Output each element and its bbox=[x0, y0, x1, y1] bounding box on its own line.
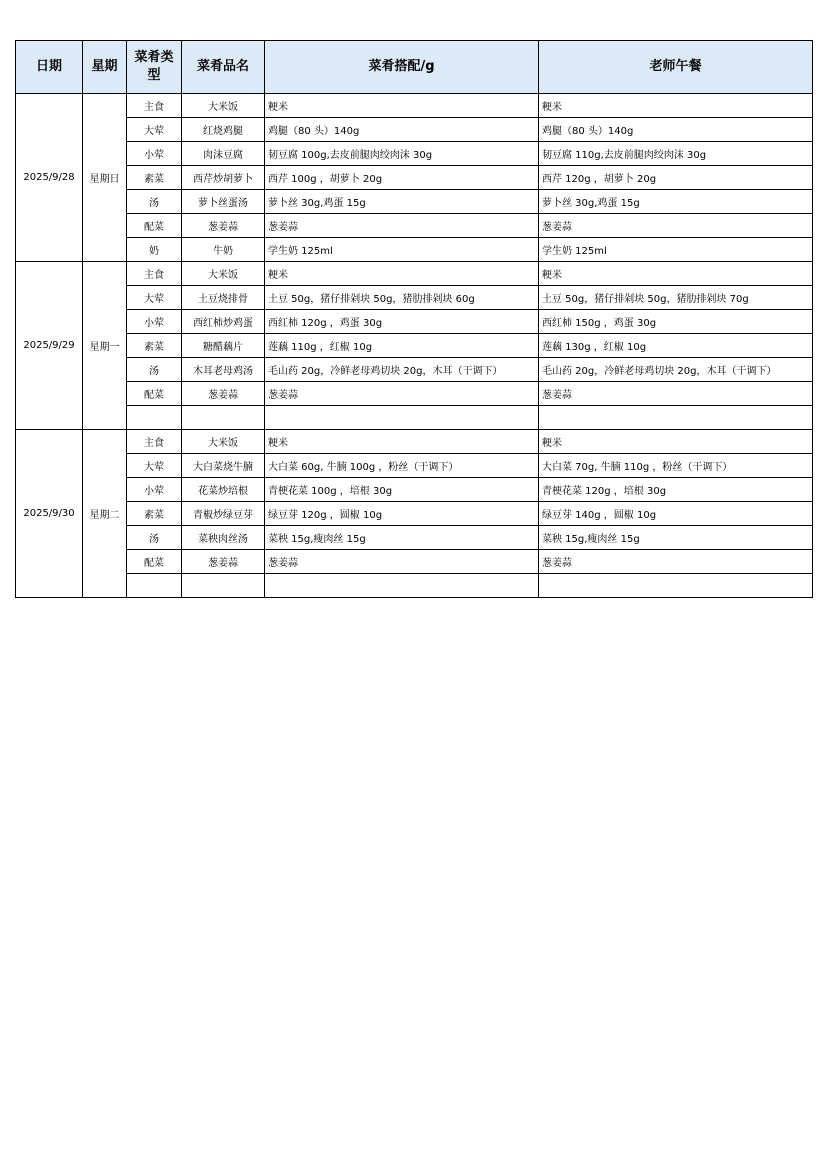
teacher-lunch-cell: 葱姜蒜 bbox=[539, 214, 813, 238]
header-teacher-lunch: 老师午餐 bbox=[539, 41, 813, 94]
header-date: 日期 bbox=[16, 41, 83, 94]
ingredients-cell: 粳米 bbox=[265, 262, 539, 286]
teacher-lunch-cell: 莲藕 130g ，红椒 10g bbox=[539, 334, 813, 358]
dish-type-cell: 奶 bbox=[127, 238, 182, 262]
teacher-lunch-cell: 粳米 bbox=[539, 430, 813, 454]
ingredients-cell: 土豆 50g，猪仔排剁块 50g，猪肋排剁块 60g bbox=[265, 286, 539, 310]
table-row bbox=[16, 238, 813, 262]
ingredients-cell: 学生奶 125ml bbox=[265, 238, 539, 262]
table-row bbox=[16, 286, 813, 310]
ingredients-cell: 青梗花菜 100g ，培根 30g bbox=[265, 478, 539, 502]
ingredients-cell bbox=[265, 574, 539, 598]
teacher-lunch-cell: 毛山药 20g，冷鲜老母鸡切块 20g，木耳（干调下） bbox=[539, 358, 813, 382]
dish-name-cell: 葱姜蒜 bbox=[182, 550, 265, 574]
ingredients-cell: 萝卜丝 30g,鸡蛋 15g bbox=[265, 190, 539, 214]
date-cell: 2025/9/29 bbox=[16, 262, 83, 430]
teacher-lunch-cell: 土豆 50g，猪仔排剁块 50g，猪肋排剁块 70g bbox=[539, 286, 813, 310]
dish-type-cell bbox=[127, 574, 182, 598]
teacher-lunch-cell: 葱姜蒜 bbox=[539, 382, 813, 406]
ingredients-cell: 葱姜蒜 bbox=[265, 382, 539, 406]
dish-type-cell: 主食 bbox=[127, 94, 182, 118]
dish-type-cell: 素菜 bbox=[127, 502, 182, 526]
dish-name-cell: 西芹炒胡萝卜 bbox=[182, 166, 265, 190]
header-row bbox=[16, 41, 813, 94]
teacher-lunch-cell: 鸡腿（80 头）140g bbox=[539, 118, 813, 142]
table-row bbox=[16, 310, 813, 334]
dish-type-cell: 小荤 bbox=[127, 142, 182, 166]
dish-name-cell: 木耳老母鸡汤 bbox=[182, 358, 265, 382]
date-cell: 2025/9/30 bbox=[16, 430, 83, 598]
teacher-lunch-cell bbox=[539, 406, 813, 430]
menu-table bbox=[15, 40, 813, 598]
header-weekday: 星期 bbox=[83, 41, 127, 94]
weekday-cell: 星期二 bbox=[83, 430, 127, 598]
dish-type-cell: 素菜 bbox=[127, 166, 182, 190]
ingredients-cell: 葱姜蒜 bbox=[265, 214, 539, 238]
dish-name-cell: 肉沫豆腐 bbox=[182, 142, 265, 166]
ingredients-cell: 鸡腿（80 头）140g bbox=[265, 118, 539, 142]
header-dish-type: 菜肴类型 bbox=[127, 41, 182, 94]
ingredients-cell: 韧豆腐 100g,去皮前腿肉绞肉沫 30g bbox=[265, 142, 539, 166]
teacher-lunch-cell: 萝卜丝 30g,鸡蛋 15g bbox=[539, 190, 813, 214]
ingredients-cell: 粳米 bbox=[265, 94, 539, 118]
dish-type-cell: 大荤 bbox=[127, 286, 182, 310]
ingredients-cell: 粳米 bbox=[265, 430, 539, 454]
table-row bbox=[16, 142, 813, 166]
dish-name-cell: 糖醋藕片 bbox=[182, 334, 265, 358]
table-row bbox=[16, 406, 813, 430]
ingredients-cell: 西红柿 120g ，鸡蛋 30g bbox=[265, 310, 539, 334]
ingredients-cell: 葱姜蒜 bbox=[265, 550, 539, 574]
dish-type-cell: 主食 bbox=[127, 430, 182, 454]
table-row bbox=[16, 502, 813, 526]
teacher-lunch-cell: 粳米 bbox=[539, 262, 813, 286]
table-row bbox=[16, 190, 813, 214]
dish-name-cell: 花菜炒培根 bbox=[182, 478, 265, 502]
table-row bbox=[16, 118, 813, 142]
table-row bbox=[16, 478, 813, 502]
ingredients-cell: 菜秧 15g,瘦肉丝 15g bbox=[265, 526, 539, 550]
dish-name-cell: 红烧鸡腿 bbox=[182, 118, 265, 142]
teacher-lunch-cell: 葱姜蒜 bbox=[539, 550, 813, 574]
teacher-lunch-cell: 粳米 bbox=[539, 94, 813, 118]
dish-name-cell bbox=[182, 574, 265, 598]
table-row bbox=[16, 358, 813, 382]
ingredients-cell: 西芹 100g ，胡萝卜 20g bbox=[265, 166, 539, 190]
ingredients-cell: 毛山药 20g，冷鲜老母鸡切块 20g，木耳（干调下） bbox=[265, 358, 539, 382]
dish-name-cell: 牛奶 bbox=[182, 238, 265, 262]
table-row bbox=[16, 550, 813, 574]
weekday-cell: 星期一 bbox=[83, 262, 127, 430]
table-row bbox=[16, 334, 813, 358]
dish-type-cell: 大荤 bbox=[127, 118, 182, 142]
header-ingredients: 菜肴搭配/g bbox=[265, 41, 539, 94]
table-row bbox=[16, 94, 813, 118]
dish-name-cell: 西红柿炒鸡蛋 bbox=[182, 310, 265, 334]
teacher-lunch-cell: 大白菜 70g, 牛腩 110g ，粉丝（干调下） bbox=[539, 454, 813, 478]
teacher-lunch-cell: 绿豆芽 140g ，圆椒 10g bbox=[539, 502, 813, 526]
dish-name-cell: 萝卜丝蛋汤 bbox=[182, 190, 265, 214]
dish-name-cell: 大米饭 bbox=[182, 262, 265, 286]
table-row bbox=[16, 430, 813, 454]
dish-type-cell: 汤 bbox=[127, 358, 182, 382]
dish-type-cell: 素菜 bbox=[127, 334, 182, 358]
weekday-cell: 星期日 bbox=[83, 94, 127, 262]
dish-type-cell: 大荤 bbox=[127, 454, 182, 478]
ingredients-cell: 大白菜 60g, 牛腩 100g ，粉丝（干调下） bbox=[265, 454, 539, 478]
table-row bbox=[16, 382, 813, 406]
header-dish-name: 菜肴品名 bbox=[182, 41, 265, 94]
dish-name-cell: 大白菜烧牛腩 bbox=[182, 454, 265, 478]
dish-name-cell: 青椒炒绿豆芽 bbox=[182, 502, 265, 526]
date-cell: 2025/9/28 bbox=[16, 94, 83, 262]
table-row bbox=[16, 214, 813, 238]
dish-type-cell: 小荤 bbox=[127, 310, 182, 334]
dish-type-cell: 主食 bbox=[127, 262, 182, 286]
teacher-lunch-cell: 菜秧 15g,瘦肉丝 15g bbox=[539, 526, 813, 550]
teacher-lunch-cell: 韧豆腐 110g,去皮前腿肉绞肉沫 30g bbox=[539, 142, 813, 166]
teacher-lunch-cell: 西红柿 150g ，鸡蛋 30g bbox=[539, 310, 813, 334]
teacher-lunch-cell bbox=[539, 574, 813, 598]
dish-type-cell: 配菜 bbox=[127, 382, 182, 406]
table-row bbox=[16, 574, 813, 598]
dish-type-cell: 汤 bbox=[127, 526, 182, 550]
dish-type-cell: 配菜 bbox=[127, 214, 182, 238]
dish-type-cell: 汤 bbox=[127, 190, 182, 214]
table-row bbox=[16, 262, 813, 286]
table-row bbox=[16, 166, 813, 190]
dish-type-cell bbox=[127, 406, 182, 430]
dish-name-cell: 菜秧肉丝汤 bbox=[182, 526, 265, 550]
dish-type-cell: 配菜 bbox=[127, 550, 182, 574]
dish-name-cell bbox=[182, 406, 265, 430]
dish-name-cell: 葱姜蒜 bbox=[182, 214, 265, 238]
dish-name-cell: 大米饭 bbox=[182, 430, 265, 454]
dish-name-cell: 大米饭 bbox=[182, 94, 265, 118]
teacher-lunch-cell: 西芹 120g ，胡萝卜 20g bbox=[539, 166, 813, 190]
table-row bbox=[16, 526, 813, 550]
table-row bbox=[16, 454, 813, 478]
teacher-lunch-cell: 青梗花菜 120g ，培根 30g bbox=[539, 478, 813, 502]
ingredients-cell bbox=[265, 406, 539, 430]
ingredients-cell: 绿豆芽 120g ，圆椒 10g bbox=[265, 502, 539, 526]
teacher-lunch-cell: 学生奶 125ml bbox=[539, 238, 813, 262]
dish-type-cell: 小荤 bbox=[127, 478, 182, 502]
dish-name-cell: 土豆烧排骨 bbox=[182, 286, 265, 310]
ingredients-cell: 莲藕 110g ，红椒 10g bbox=[265, 334, 539, 358]
dish-name-cell: 葱姜蒜 bbox=[182, 382, 265, 406]
